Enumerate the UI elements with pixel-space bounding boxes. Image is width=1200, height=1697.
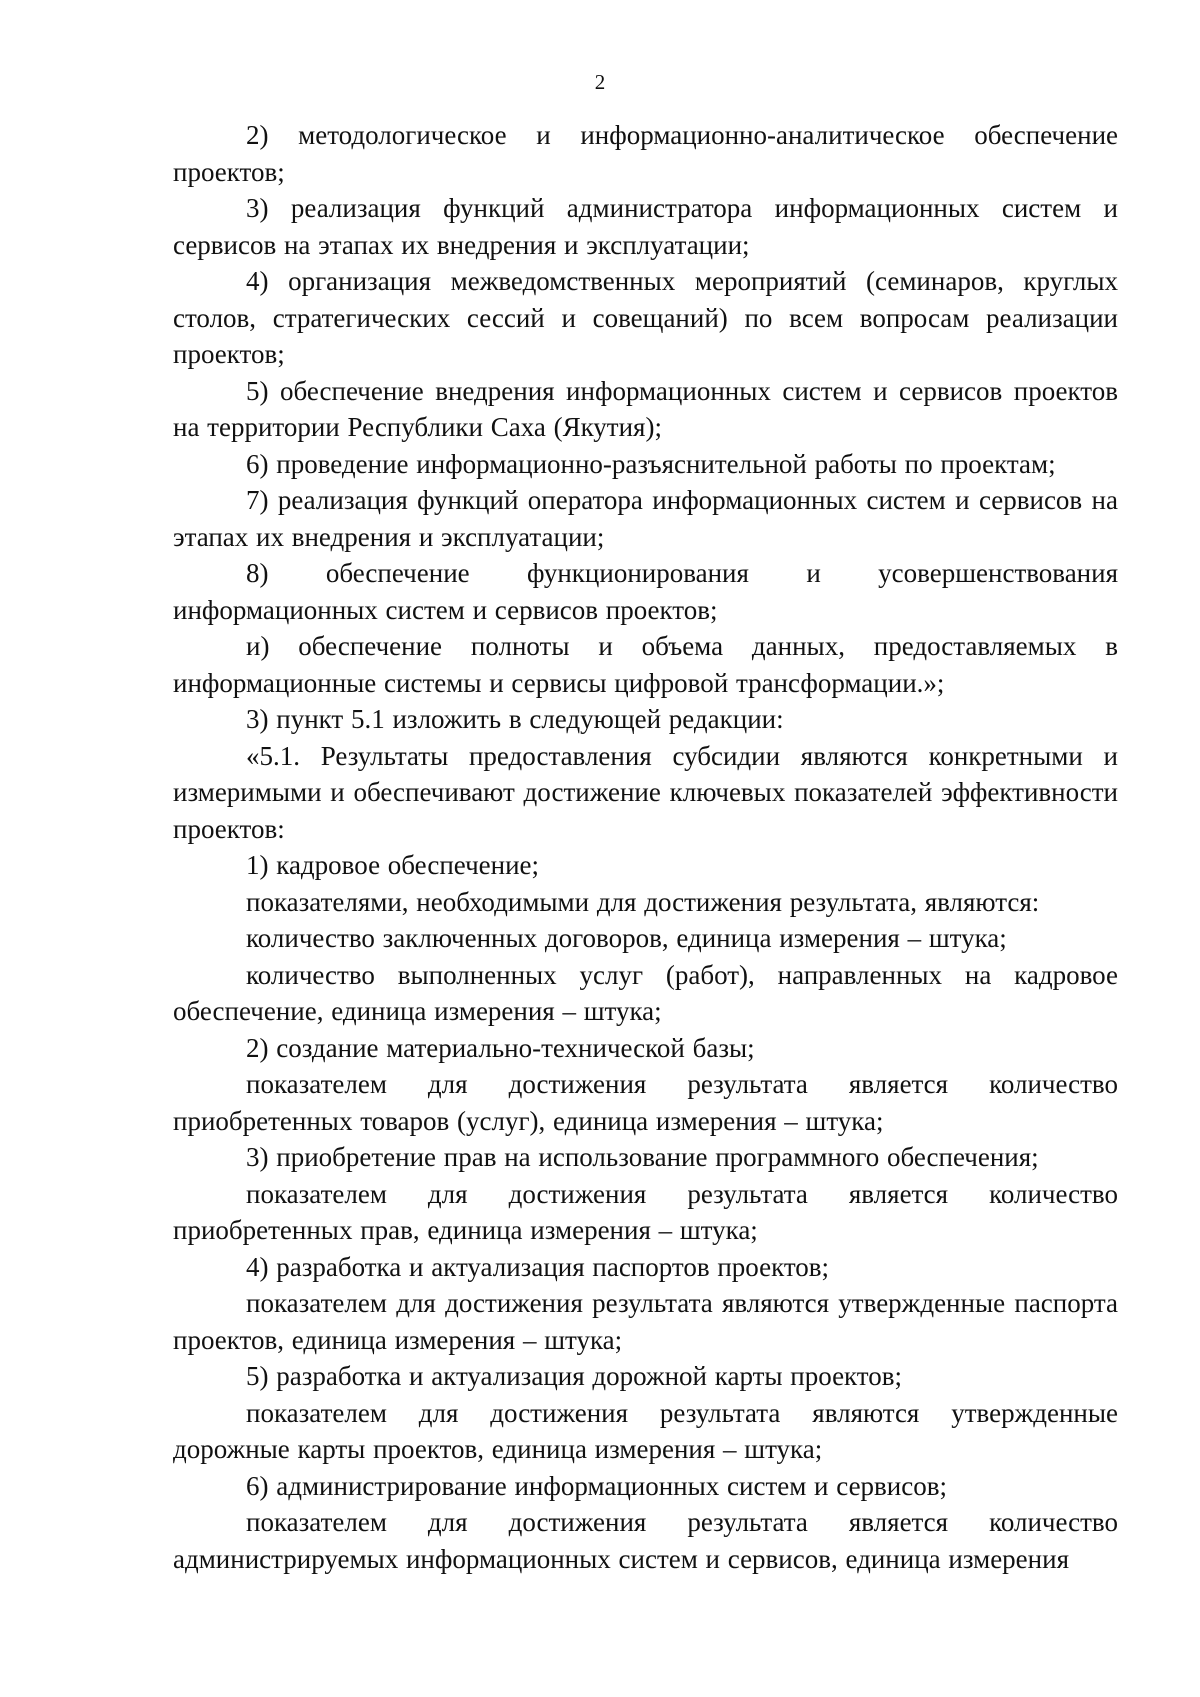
paragraph: количество выполненных услуг (работ), направленных на кадровое обеспечение, единица измерения – штука;: [173, 959, 1118, 1026]
paragraph: 3) пункт 5.1 изложить в следующей редакции:: [246, 704, 784, 734]
paragraph: «5.1. Результаты предоставления субсидии являются конкретными и измеримыми и обеспечивают достижение ключевых показателей эффективности проектов:: [173, 740, 1118, 844]
paragraph: показателем для достижения результата являются утвержденные дорожные карты проектов, единица измерения – штука;: [173, 1397, 1118, 1464]
paragraph: 3) приобретение прав на использование программного обеспечения;: [246, 1142, 1039, 1172]
paragraph: 8) обеспечение функционирования и усовершенствования информационных систем и сервисов проектов;: [173, 558, 1118, 625]
document-body: [173, 117, 1118, 1577]
paragraph: 7) реализация функций оператора информационных систем и сервисов на этапах их внедрения и эксплуатации;: [173, 485, 1118, 552]
paragraph: 5) разработка и актуализация дорожной карты проектов;: [246, 1361, 903, 1391]
paragraph: 4) организация межведомственных мероприятий (семинаров, круглых столов, стратегических сессий и совещаний) по всем вопросам реализации проектов;: [173, 266, 1118, 369]
paragraph: показателем для достижения результата является количество приобретенных товаров (услуг), единица измерения – штука;: [173, 1069, 1118, 1136]
paragraph: показателем для достижения результата является количество приобретенных прав, единица измерения – штука;: [173, 1178, 1118, 1245]
paragraph: 1) кадровое обеспечение;: [246, 850, 540, 880]
paragraph: показателем для достижения результата является количество администрируемых информационных систем и сервисов, единица измерения: [173, 1507, 1118, 1574]
paragraph: 4) разработка и актуализация паспортов проектов;: [246, 1251, 830, 1282]
paragraph: 6) администрирование информационных систем и сервисов;: [246, 1470, 947, 1501]
paragraph: 6) проведение информационно-разъяснительной работы по проектам;: [246, 448, 1056, 479]
page-number: 2: [594, 70, 606, 94]
paragraph: показателем для достижения результата являются утвержденные паспорта проектов, единица измерения – штука;: [173, 1288, 1118, 1355]
paragraph: 2) создание материально-технической базы;: [246, 1032, 755, 1063]
paragraph: 3) реализация функций администратора информационных систем и сервисов на этапах их внедрения и эксплуатации;: [173, 193, 1118, 260]
paragraph: показателями, необходимыми для достижения результата, являются:: [246, 886, 1040, 917]
paragraph: и) обеспечение полноты и объема данных, предоставляемых в информационные системы и сервисы цифровой трансформации.»;: [173, 631, 1118, 698]
paragraph: количество заключенных договоров, единица измерения – штука;: [246, 923, 1007, 953]
paragraph: 2) методологическое и информационно-аналитическое обеспечение проектов;: [173, 120, 1118, 187]
paragraph: 5) обеспечение внедрения информационных систем и сервисов проектов на территории Республики Саха (Якутия);: [173, 375, 1118, 442]
